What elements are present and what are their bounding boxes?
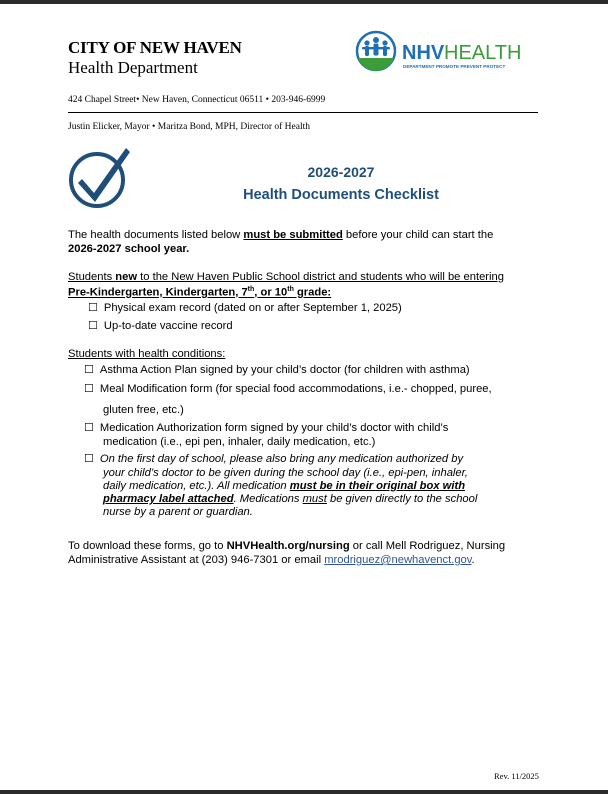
logo-text-bold: NHV bbox=[402, 42, 445, 64]
grades-c: grade: bbox=[293, 286, 332, 299]
checkbox-icon[interactable]: ☐ bbox=[84, 422, 94, 434]
department-name: Health Department bbox=[68, 58, 198, 77]
intro-emphasis: must be submitted bbox=[243, 229, 343, 241]
bottom-border bbox=[0, 790, 608, 794]
grades-b: , or 10 bbox=[254, 286, 288, 299]
footer-text-3: Administrative Assistant at (203) 946-7301 or email bbox=[68, 554, 325, 566]
medication-line-3a: daily medication, etc.). All medication bbox=[103, 480, 290, 492]
checklist-item-physical[interactable] bbox=[88, 300, 402, 316]
checkbox-icon[interactable]: ☐ bbox=[84, 364, 94, 376]
checklist-year: 2026-2027 bbox=[307, 164, 375, 180]
checklist-item-label: Medication Authorization form signed by your child’s doctor with child’s bbox=[99, 422, 449, 434]
medication-line-4b: . Medications bbox=[233, 493, 303, 505]
city-name: CITY OF NEW HAVEN bbox=[68, 38, 242, 57]
checklist-item-label: Meal Modification form (for special food accommodations, i.e.- chopped, puree, bbox=[99, 383, 492, 395]
checkbox-icon[interactable]: ☐ bbox=[84, 383, 94, 395]
revision-date: Rev. 11/2025 bbox=[494, 771, 539, 781]
checklist-item-label: Up-to-date vaccine record bbox=[103, 320, 233, 332]
medication-line-3b: must be in their original box with bbox=[289, 480, 466, 492]
grades-a: Pre-Kindergarten, Kindergarten, 7 bbox=[68, 286, 248, 299]
meal-continuation: gluten free, etc.) bbox=[103, 404, 184, 416]
checklist-item-vaccine[interactable] bbox=[88, 318, 233, 334]
new-students-heading-b: to the New Haven Public School district and students who will be entering bbox=[137, 271, 504, 283]
intro-text-1: The health documents listed below bbox=[68, 229, 244, 241]
logo-green-arc bbox=[358, 58, 394, 71]
letterhead-divider bbox=[68, 112, 538, 113]
checklist-title: Health Documents Checklist bbox=[243, 187, 439, 203]
medication-line-4d: be given directly to the school bbox=[326, 493, 478, 505]
logo-text-light: HEALTH bbox=[444, 42, 522, 64]
medication-line-1: On the first day of school, please also bring any medication authorized by bbox=[99, 453, 464, 465]
footer-text-4: . bbox=[471, 554, 475, 566]
new-students-heading bbox=[68, 270, 504, 284]
medication-line-5: nurse by a parent or guardian. bbox=[103, 506, 253, 518]
grades-line bbox=[68, 283, 331, 300]
footer-text-1: To download these forms, go to bbox=[68, 540, 227, 552]
address-line: 424 Chapel Street• New Haven, Connecticut 06511 • 203-946-6999 bbox=[68, 95, 326, 105]
officials-line: Justin Elicker, Mayor • Maritza Bond, MPH, Director of Health bbox=[68, 122, 310, 132]
new-students-heading-new: new bbox=[115, 271, 138, 283]
checklist-item-bring-medication[interactable] bbox=[84, 453, 463, 467]
top-border bbox=[0, 0, 608, 4]
intro-school-year: 2026-2027 school year. bbox=[68, 243, 190, 255]
checklist-item-label: Asthma Action Plan signed by your child’s doctor (for children with asthma) bbox=[99, 364, 470, 376]
new-students-heading-a: Students bbox=[68, 271, 116, 283]
nursing-url-link[interactable]: NHVHealth.org/nursing bbox=[226, 540, 350, 552]
intro-text-2: before your child can start the bbox=[342, 229, 494, 241]
checkbox-icon[interactable]: ☐ bbox=[84, 453, 94, 465]
medication-auth-continuation: medication (i.e., epi pen, inhaler, daily medication, etc.) bbox=[103, 436, 376, 448]
medication-line-4a: pharmacy label attached bbox=[103, 493, 234, 505]
checklist-item-meal[interactable] bbox=[84, 381, 492, 397]
health-conditions-heading: Students with health conditions: bbox=[68, 348, 226, 360]
grades-sup-2: th bbox=[287, 286, 294, 293]
intro-paragraph bbox=[68, 228, 538, 256]
medication-line-3 bbox=[103, 480, 465, 494]
nhv-health-logo bbox=[352, 30, 542, 80]
checkbox-icon[interactable]: ☐ bbox=[88, 302, 98, 314]
medication-line-2: your child’s doctor to be given during the school day (i.e., epi-pen, inhaler, bbox=[103, 467, 468, 479]
grades-sup-1: th bbox=[247, 286, 255, 293]
medication-line-4c: must bbox=[302, 493, 327, 505]
checklist-item-asthma[interactable] bbox=[84, 362, 470, 378]
checkmark-circle-icon bbox=[66, 144, 134, 210]
email-link[interactable]: mrodriguez@newhavenct.gov bbox=[324, 554, 472, 566]
medication-line-4 bbox=[103, 493, 477, 507]
checkbox-icon[interactable]: ☐ bbox=[88, 320, 98, 332]
checklist-item-label: Physical exam record (dated on or after September 1, 2025) bbox=[103, 302, 402, 314]
footer-text-2: or call Mell Rodriguez, Nursing bbox=[349, 540, 506, 552]
logo-tagline: DEPARTMENT PROMOTE PREVENT PROTECT bbox=[403, 64, 506, 69]
footer-paragraph bbox=[68, 539, 548, 567]
logo-people-icon bbox=[362, 37, 390, 56]
